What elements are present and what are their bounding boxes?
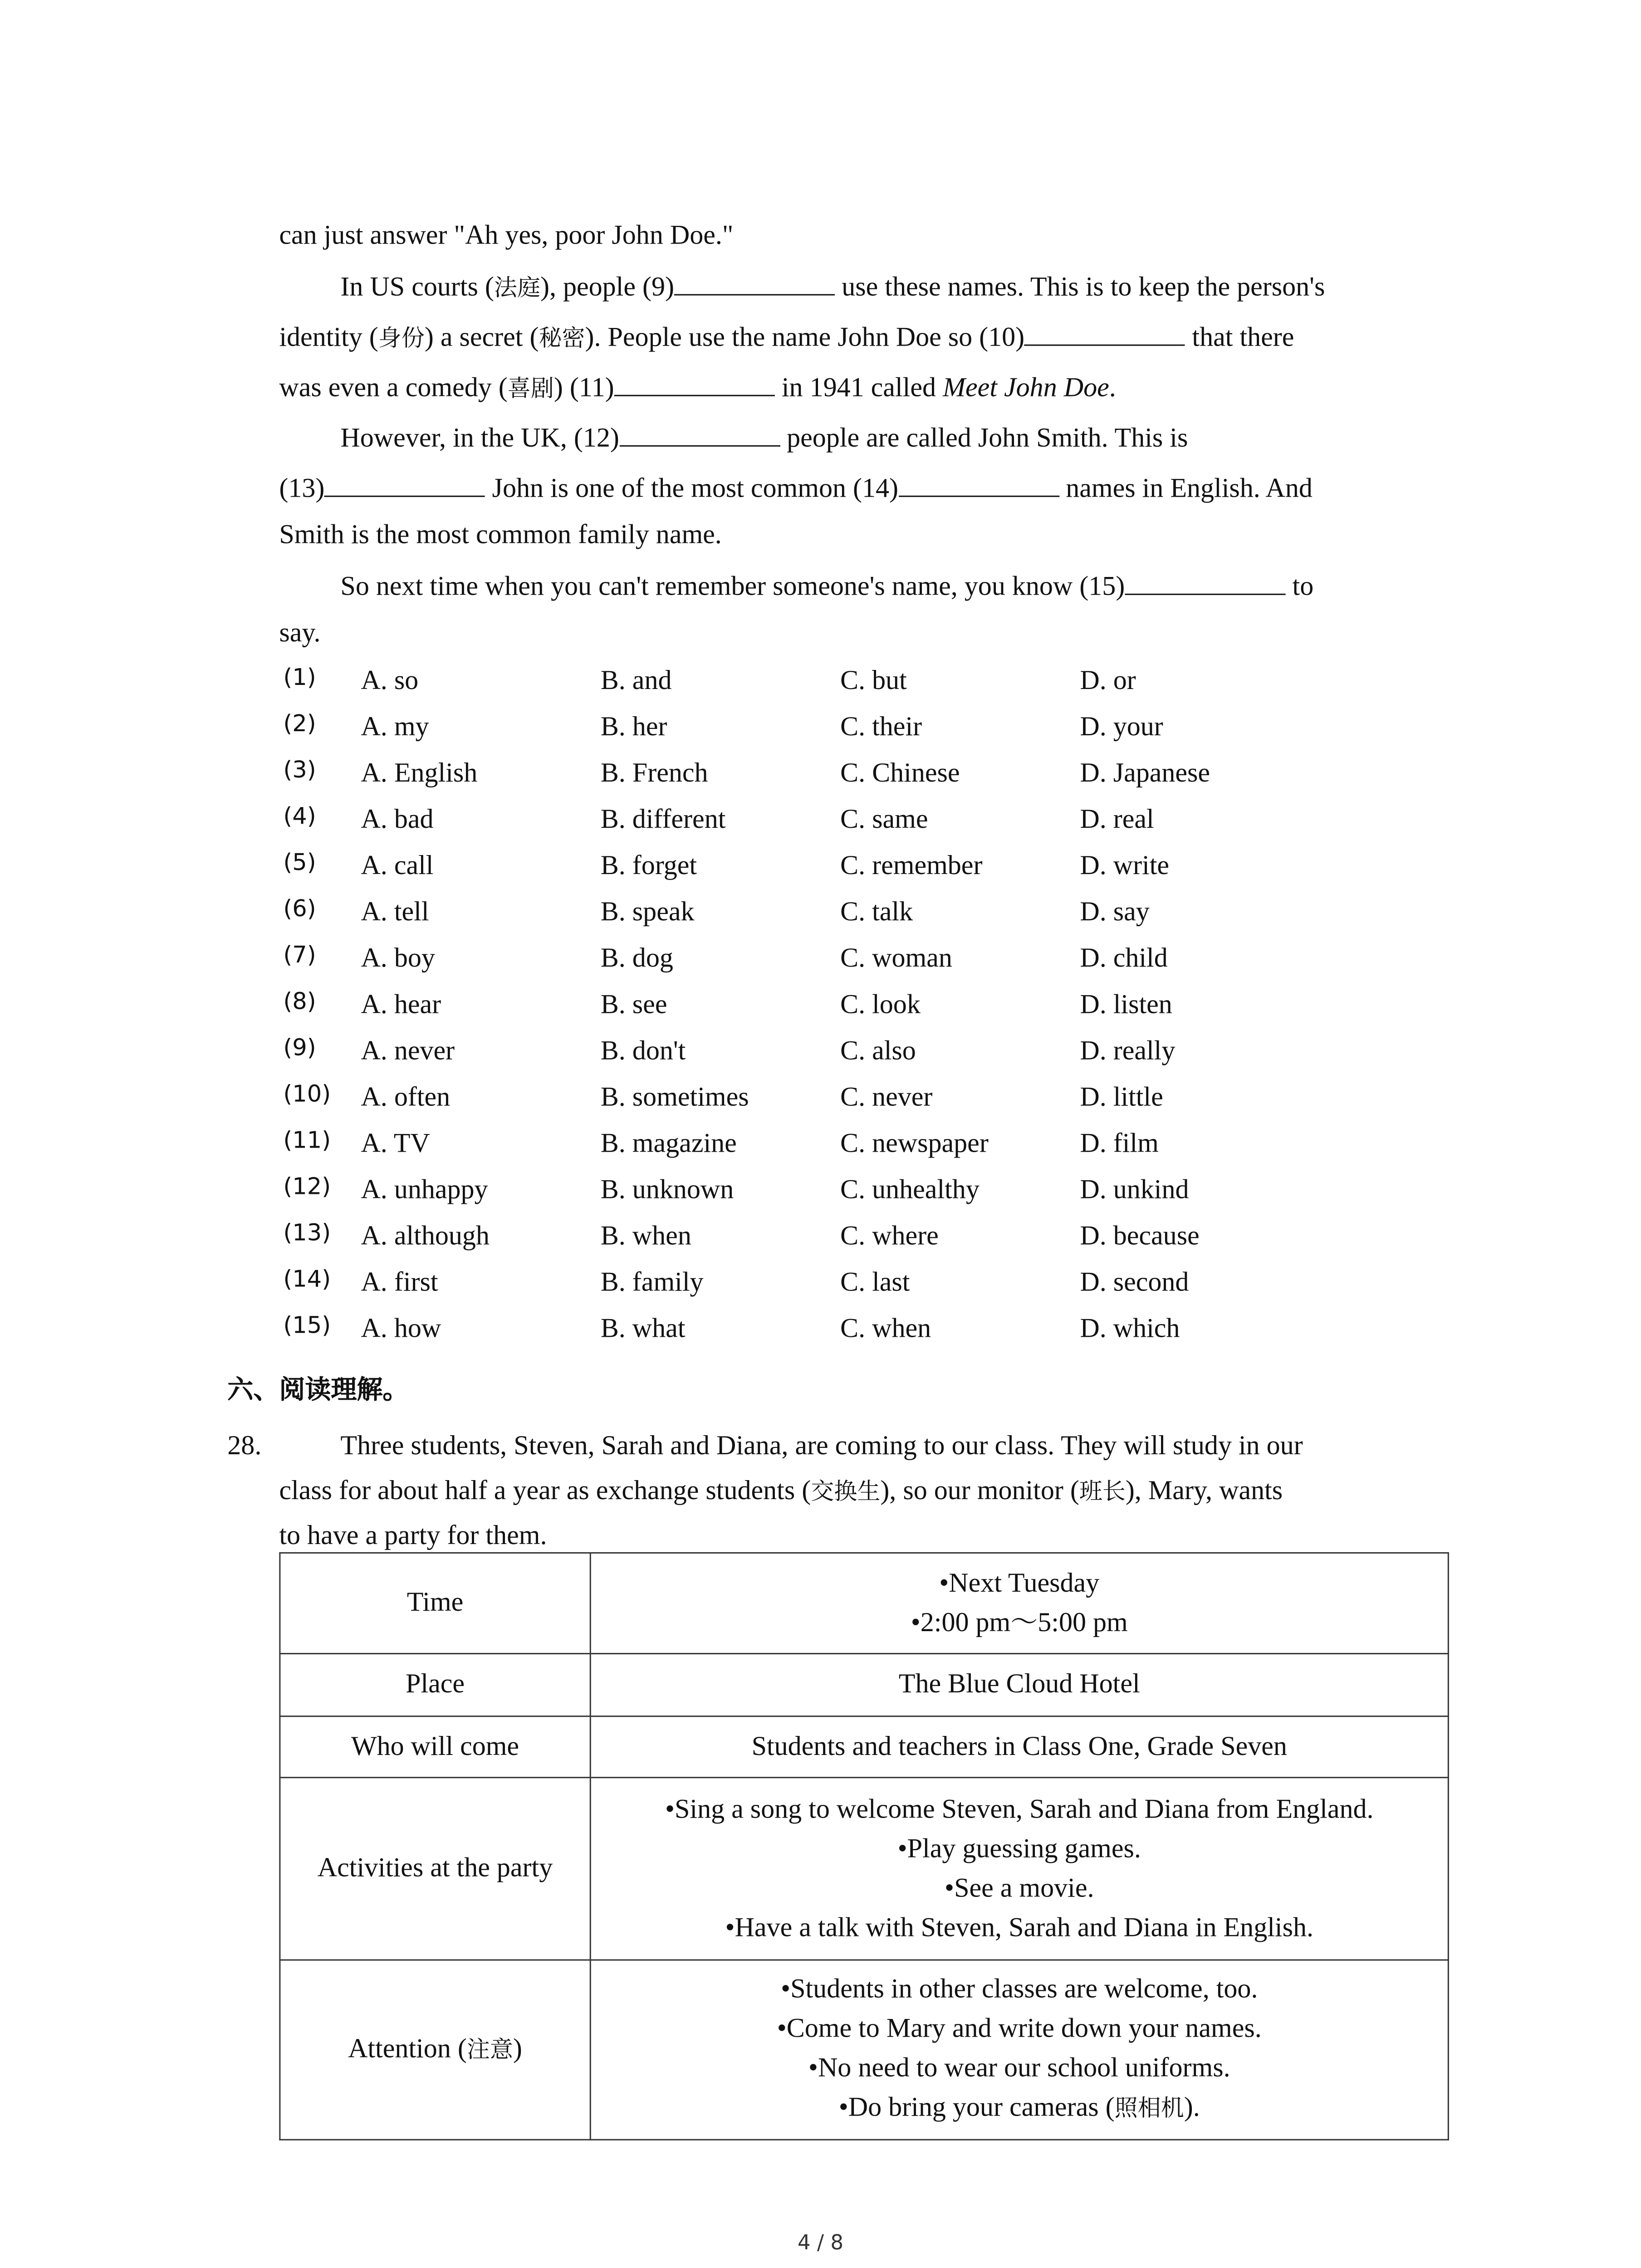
passage-text: ) a secret ( bbox=[424, 323, 539, 353]
passage-line-1 bbox=[279, 222, 733, 249]
question-number: (2) bbox=[283, 710, 316, 738]
option-a[interactable]: A. first bbox=[361, 1267, 438, 1298]
party-info-table bbox=[279, 1552, 1449, 2141]
chinese-gloss: 班长 bbox=[1079, 1478, 1126, 1506]
table-row bbox=[280, 1716, 1448, 1778]
passage-text: ), people (9) bbox=[540, 272, 675, 303]
question-number: (4) bbox=[283, 803, 316, 831]
option-c[interactable]: C. remember bbox=[840, 851, 983, 881]
attention-label-text: ) bbox=[513, 2033, 522, 2064]
option-a[interactable]: A. hear bbox=[361, 990, 441, 1020]
option-d[interactable]: D. write bbox=[1080, 851, 1170, 881]
option-row bbox=[0, 664, 1641, 714]
option-c[interactable]: C. woman bbox=[840, 943, 952, 974]
attention-item bbox=[591, 2089, 1448, 2130]
option-a[interactable]: A. call bbox=[361, 851, 434, 881]
attention-label bbox=[280, 1960, 590, 2140]
blank-10 bbox=[1024, 323, 1185, 346]
question-text-line-3: to have a party for them. bbox=[279, 1520, 547, 1551]
chinese-gloss: 喜剧 bbox=[507, 376, 554, 403]
passage-text: to bbox=[1285, 572, 1314, 602]
movie-title: Meet John Doe bbox=[943, 373, 1109, 403]
option-d[interactable]: D. unkind bbox=[1080, 1175, 1189, 1205]
time-label: Time bbox=[280, 1553, 590, 1653]
passage-text: names in English. And bbox=[1059, 474, 1313, 504]
option-c[interactable]: C. their bbox=[840, 712, 922, 742]
option-b[interactable]: B. when bbox=[600, 1221, 691, 1251]
passage-text: Smith is the most common family name. bbox=[279, 520, 722, 550]
option-row bbox=[0, 1037, 1641, 1084]
question-number: (10) bbox=[283, 1081, 331, 1109]
passage-line-4 bbox=[279, 373, 1116, 401]
option-a[interactable]: A. although bbox=[361, 1221, 490, 1251]
place-value: The Blue Cloud Hotel bbox=[590, 1654, 1448, 1716]
passage-text: So next time when you can't remember someone's name, you know (15) bbox=[340, 572, 1125, 602]
blank-14 bbox=[898, 474, 1059, 497]
option-b[interactable]: B. see bbox=[600, 990, 667, 1020]
option-b[interactable]: B. different bbox=[600, 805, 726, 835]
question-number: (1) bbox=[283, 664, 316, 692]
option-c[interactable]: C. look bbox=[840, 990, 921, 1020]
attention-text: ). bbox=[1184, 2092, 1200, 2123]
blank-15 bbox=[1125, 572, 1285, 595]
passage-line-2 bbox=[340, 272, 1325, 301]
option-a[interactable]: A. often bbox=[361, 1082, 451, 1113]
question-number: 28. bbox=[227, 1431, 262, 1461]
passage-line-6 bbox=[279, 474, 1313, 503]
question-number: (14) bbox=[283, 1266, 331, 1294]
question-number: (6) bbox=[283, 896, 316, 924]
passage-line-9 bbox=[279, 620, 320, 647]
activities-cell bbox=[590, 1778, 1448, 1960]
question-number: (15) bbox=[283, 1312, 331, 1340]
activity-item: •Have a talk with Steven, Sarah and Diana in English. bbox=[725, 1912, 1313, 1942]
option-a[interactable]: A. how bbox=[361, 1314, 441, 1344]
passage-text: in 1941 called bbox=[774, 373, 943, 403]
option-b[interactable]: B. magazine bbox=[600, 1129, 737, 1159]
option-row bbox=[0, 1266, 1641, 1315]
who-label: Who will come bbox=[280, 1716, 590, 1778]
option-d[interactable]: D. say bbox=[1080, 897, 1150, 928]
passage-text: say. bbox=[279, 618, 321, 648]
option-d[interactable]: D. film bbox=[1080, 1129, 1159, 1159]
chinese-gloss: 秘密 bbox=[539, 325, 585, 353]
option-b[interactable]: B. French bbox=[600, 758, 708, 788]
chinese-gloss: 交换生 bbox=[811, 1478, 881, 1506]
option-c[interactable]: C. Chinese bbox=[840, 758, 960, 788]
option-d[interactable]: D. second bbox=[1080, 1267, 1189, 1298]
option-b[interactable]: B. don't bbox=[600, 1036, 686, 1066]
option-row bbox=[0, 988, 1641, 1037]
table-row bbox=[280, 1654, 1448, 1716]
time-line: •Next Tuesday bbox=[939, 1568, 1100, 1598]
option-row bbox=[0, 1127, 1641, 1176]
passage-line-5 bbox=[340, 424, 1188, 452]
blank-11 bbox=[614, 373, 775, 396]
who-value: Students and teachers in Class One, Grade Seven bbox=[590, 1716, 1448, 1778]
option-b[interactable]: B. her bbox=[600, 712, 667, 742]
passage-text: However, in the UK, (12) bbox=[340, 423, 619, 454]
passage-text: people are called John Smith. This is bbox=[780, 423, 1188, 454]
question-text: ), Mary, wants bbox=[1125, 1476, 1283, 1506]
option-b[interactable]: B. dog bbox=[600, 943, 673, 974]
question-text-line-1: Three students, Steven, Sarah and Diana, are coming to our class. They will study in our bbox=[340, 1431, 1303, 1461]
chinese-gloss: 法庭 bbox=[494, 275, 540, 303]
activities-label: Activities at the party bbox=[280, 1778, 590, 1960]
chinese-gloss: 身份 bbox=[378, 325, 425, 353]
option-c[interactable]: C. same bbox=[840, 805, 928, 835]
option-b[interactable]: B. forget bbox=[600, 851, 697, 881]
table-row bbox=[280, 1960, 1448, 2140]
option-b[interactable]: B. and bbox=[600, 665, 672, 696]
option-a[interactable]: A. my bbox=[361, 712, 429, 742]
option-d[interactable]: D. because bbox=[1080, 1221, 1200, 1251]
time-line: •2:00 pm～5:00 pm bbox=[911, 1607, 1128, 1637]
option-row bbox=[0, 1220, 1641, 1269]
passage-text: use these names. This is to keep the person's bbox=[835, 272, 1325, 303]
option-row bbox=[0, 1173, 1641, 1222]
option-a[interactable]: A. bad bbox=[361, 805, 434, 835]
option-d[interactable]: D. really bbox=[1080, 1036, 1176, 1066]
option-d[interactable]: D. child bbox=[1080, 943, 1168, 974]
question-number: (3) bbox=[283, 757, 316, 784]
passage-text: John is one of the most common (14) bbox=[485, 474, 899, 504]
option-c[interactable]: C. but bbox=[840, 665, 907, 696]
option-row bbox=[0, 757, 1641, 806]
attention-item: •Come to Mary and write down your names. bbox=[777, 2014, 1262, 2044]
chinese-gloss: 注意 bbox=[466, 2036, 513, 2064]
passage-text: can just answer "Ah yes, poor John Doe." bbox=[279, 220, 734, 251]
passage-text: that there bbox=[1185, 323, 1294, 353]
option-a[interactable]: A. tell bbox=[361, 897, 429, 928]
option-b[interactable]: B. speak bbox=[600, 897, 695, 928]
option-c[interactable]: C. where bbox=[840, 1221, 939, 1251]
passage-text: ). People use the name John Doe so (10) bbox=[585, 323, 1025, 353]
option-b[interactable]: B. sometimes bbox=[600, 1082, 749, 1113]
question-number: (13) bbox=[283, 1220, 331, 1247]
option-a[interactable]: A. boy bbox=[361, 943, 435, 974]
option-b[interactable]: B. family bbox=[600, 1267, 704, 1298]
passage-text: (13) bbox=[279, 474, 325, 504]
option-c[interactable]: C. unhealthy bbox=[840, 1175, 980, 1205]
option-row bbox=[0, 803, 1641, 852]
question-text-line-2 bbox=[279, 1477, 1283, 1505]
option-row bbox=[0, 1081, 1641, 1130]
passage-line-7 bbox=[279, 522, 722, 549]
question-number: (7) bbox=[283, 942, 316, 970]
passage-line-8 bbox=[340, 572, 1313, 601]
activity-item: •See a movie. bbox=[945, 1872, 1094, 1903]
option-row bbox=[0, 896, 1641, 945]
passage-text: was even a comedy ( bbox=[279, 373, 508, 403]
table-row bbox=[280, 1553, 1448, 1653]
activity-item: •Sing a song to welcome Steven, Sarah and Diana from England. bbox=[665, 1794, 1374, 1824]
question-text: ), so our monitor ( bbox=[880, 1476, 1079, 1506]
option-d[interactable]: D. which bbox=[1080, 1314, 1180, 1344]
option-c[interactable]: C. also bbox=[840, 1036, 916, 1066]
option-row bbox=[0, 1312, 1641, 1362]
question-number: (9) bbox=[283, 1035, 316, 1062]
option-d[interactable]: D. or bbox=[1080, 665, 1136, 696]
option-a[interactable]: A. never bbox=[361, 1036, 455, 1066]
page-number: 4 / 8 bbox=[797, 2230, 844, 2255]
option-c[interactable]: C. talk bbox=[840, 897, 913, 928]
question-text: class for about half a year as exchange students ( bbox=[279, 1476, 811, 1506]
passage-text: . bbox=[1109, 373, 1116, 403]
attention-text: •Do bring your cameras ( bbox=[838, 2092, 1115, 2123]
option-row bbox=[0, 942, 1641, 991]
passage-line-3 bbox=[279, 323, 1294, 351]
option-b[interactable]: B. what bbox=[600, 1314, 686, 1344]
option-row bbox=[0, 710, 1641, 760]
table-row bbox=[280, 1778, 1448, 1960]
option-a[interactable]: A. so bbox=[361, 665, 419, 696]
place-label: Place bbox=[280, 1654, 590, 1716]
question-number: (8) bbox=[283, 988, 316, 1016]
passage-text: identity ( bbox=[279, 323, 378, 353]
attention-label-text: Attention ( bbox=[348, 2033, 467, 2064]
option-c[interactable]: C. last bbox=[840, 1267, 910, 1298]
attention-item: •No need to wear our school uniforms. bbox=[808, 2053, 1230, 2083]
option-c[interactable]: C. newspaper bbox=[840, 1129, 989, 1159]
option-b[interactable]: B. unknown bbox=[600, 1175, 734, 1205]
option-row bbox=[0, 852, 1641, 899]
option-a[interactable]: A. English bbox=[361, 758, 478, 788]
blank-9 bbox=[674, 272, 835, 295]
activity-item: •Play guessing games. bbox=[897, 1833, 1141, 1863]
attention-cell bbox=[590, 1960, 1448, 2140]
blank-13 bbox=[324, 474, 485, 497]
blank-12 bbox=[619, 424, 780, 447]
passage-text: In US courts ( bbox=[340, 272, 494, 303]
option-d[interactable]: D. Japanese bbox=[1080, 758, 1210, 788]
option-d[interactable]: D. your bbox=[1080, 712, 1163, 742]
option-c[interactable]: C. never bbox=[840, 1082, 933, 1113]
option-d[interactable]: D. real bbox=[1080, 805, 1154, 835]
passage-text: ) (11) bbox=[554, 373, 614, 403]
time-cell bbox=[590, 1553, 1448, 1653]
option-d[interactable]: D. little bbox=[1080, 1082, 1163, 1113]
question-number: (5) bbox=[283, 850, 316, 877]
section-heading: 六、阅读理解。 bbox=[227, 1375, 409, 1405]
attention-item: •Students in other classes are welcome, too. bbox=[781, 1974, 1258, 2004]
option-d[interactable]: D. listen bbox=[1080, 990, 1172, 1020]
option-c[interactable]: C. when bbox=[840, 1314, 931, 1344]
option-a[interactable]: A. TV bbox=[361, 1129, 430, 1159]
question-number: (11) bbox=[283, 1127, 331, 1155]
option-a[interactable]: A. unhappy bbox=[361, 1175, 488, 1205]
question-number: (12) bbox=[283, 1173, 331, 1201]
chinese-gloss: 照相机 bbox=[1114, 2095, 1184, 2123]
